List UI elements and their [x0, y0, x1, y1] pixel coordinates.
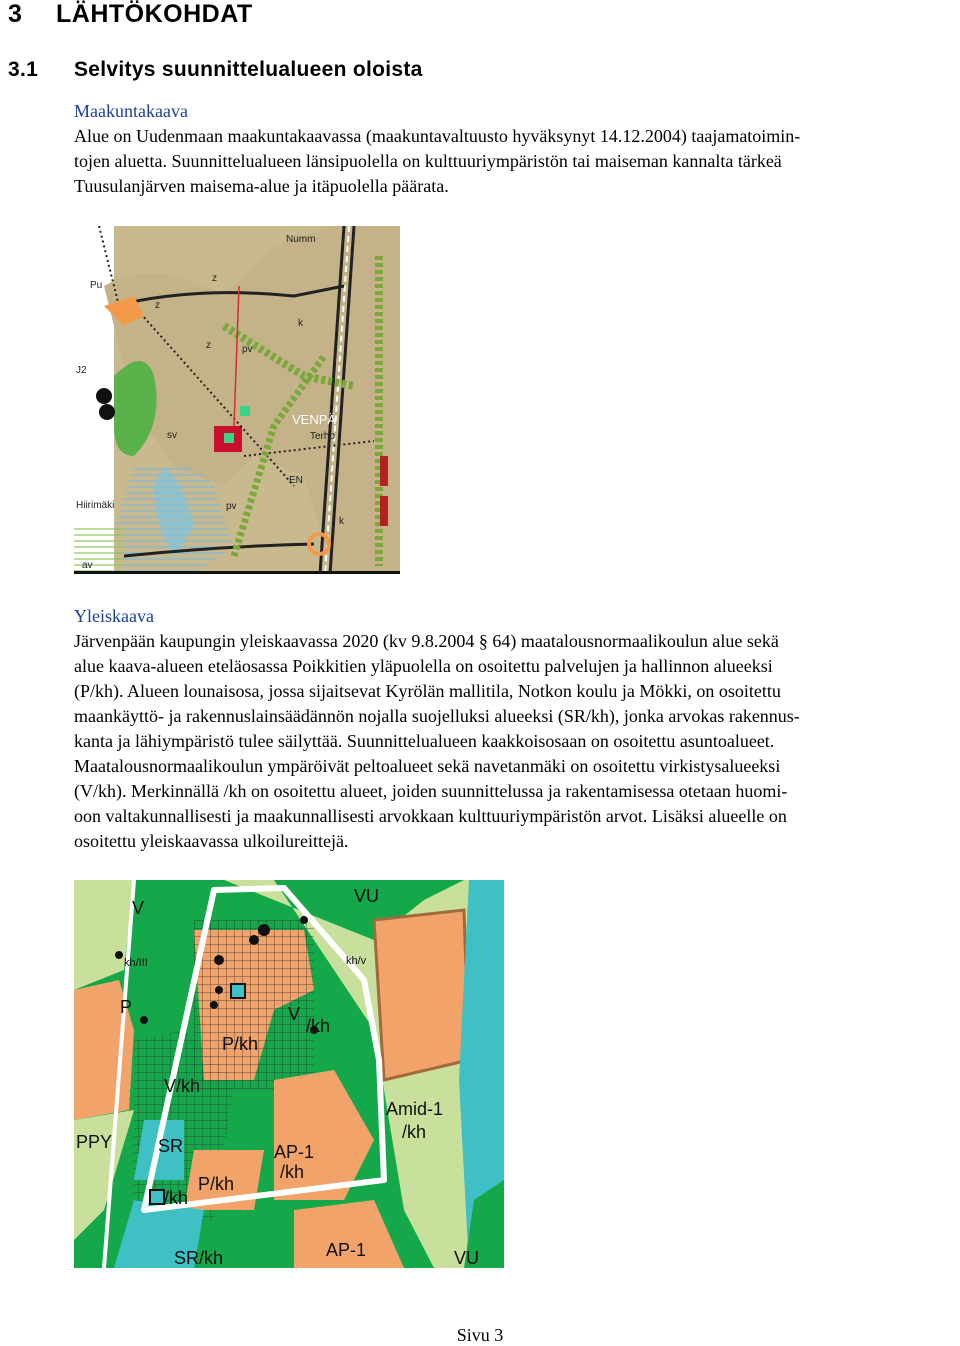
map-label: P/kh [222, 1034, 259, 1054]
paragraph-line: osoitettu yleiskaavassa ulkoilureittejä. [74, 831, 349, 851]
map-label: Terho [310, 431, 336, 442]
map-label: J2 [76, 365, 87, 376]
heading-1: 3 LÄHTÖKOHDAT [8, 0, 253, 28]
map-label: Hiirimäki [76, 500, 115, 511]
map-label: Pu [90, 280, 103, 291]
map-label: P/kh [198, 1174, 235, 1194]
map-label: pv [226, 501, 237, 512]
map-label: V [288, 1004, 301, 1024]
paragraph-line: Alue on Uudenmaan maakuntakaavassa (maakuntavaltuusto hyväksynyt 14.12.2004) taajamatoimin- [74, 126, 801, 146]
map-label: AP-1 [326, 1240, 367, 1260]
paragraph-line: Maatalousnormaalikoulun ympäröivät peltoalueet sekä navetanmäki on osoitettu virkistysalueeksi [74, 756, 781, 776]
regional-plan-map [74, 226, 400, 574]
map-label: SR/kh [174, 1248, 224, 1268]
paragraph-line: tojen aluetta. Suunnittelualueen länsipuolella on kulttuuriympäristön tai maiseman kannalta tärkeä [74, 151, 782, 171]
map-label: /kh [402, 1122, 427, 1142]
map-label: EN [289, 475, 303, 486]
map-label: /kh [164, 1188, 189, 1208]
map-label: PPY [76, 1132, 113, 1152]
general-plan-map-graphic [74, 880, 504, 1268]
map-label: VU [454, 1248, 480, 1268]
map-label: V/kh [164, 1076, 201, 1096]
general-plan-map [74, 880, 504, 1268]
map-label: kh/III [124, 957, 148, 969]
regional-plan-map-graphic [74, 226, 400, 574]
paragraph-line: Järvenpään kaupungin yleiskaavassa 2020 (kv 9.8.2004 § 64) maatalousnormaalikoulun alue sekä [74, 631, 779, 651]
map-label: z [212, 273, 217, 284]
map-label: pv [242, 344, 253, 355]
map-label: /kh [280, 1162, 305, 1182]
paragraph-line: maankäyttö- ja rakennuslainsäädännön nojalla suojelluksi alueeksi (SR/kh), jonka arvokas rakennus- [74, 706, 800, 726]
paragraph-line: alue kaava-alueen eteläosassa Poikkitien yläpuolella on osoitettu palvelujen ja hallinnon alueeksi [74, 656, 773, 676]
page-number: Sivu 3 [456, 1325, 504, 1345]
heading-2: 3.1 Selvitys suunnittelualueen oloista [8, 58, 423, 81]
map-label: z [206, 340, 211, 351]
map-label: z [155, 300, 160, 311]
map-label: Numm [286, 234, 316, 245]
subtitle-yleiskaava: Yleiskaava [74, 606, 154, 626]
map-label: P [120, 997, 133, 1017]
map-label: av [82, 560, 93, 571]
map-label: kh/v [346, 955, 367, 967]
map-label: SR [158, 1136, 184, 1156]
map-label: V [132, 898, 145, 918]
map-label: /kh [306, 1016, 331, 1036]
paragraph-line: kanta ja lähiympäristö tulee säilyttää. Suunnittelualueen kaakkoisosaan on osoitettu asuntoalueet. [74, 731, 775, 751]
map-label: AP-1 [274, 1142, 315, 1162]
paragraph-line: (P/kh). Alueen lounaisosa, jossa sijaitsevat Kyrölän mallitila, Notkon koulu ja Mökki, on osoitettu [74, 681, 781, 701]
paragraph-maakuntakaava [74, 124, 954, 199]
paragraph-line: Tuusulanjärven maisema-alue ja itäpuolella päärata. [74, 176, 449, 196]
map-label: sv [167, 430, 177, 441]
subtitle-maakuntakaava: Maakuntakaava [74, 101, 188, 121]
map-label: VENPÄ [292, 412, 337, 427]
paragraph-line: oon valtakunnallisesti ja maakunnallisesti arvokkaan kulttuuriympäristön arvot. Lisäksi alueelle on [74, 806, 787, 826]
map-label: k [339, 516, 344, 527]
paragraph-line: (V/kh). Merkinnällä /kh on osoitettu alueet, joiden suunnittelussa ja rakentamisessa otetaan huomi- [74, 781, 788, 801]
map-label: k [298, 318, 303, 329]
paragraph-yleiskaava [74, 629, 954, 854]
map-label: VU [354, 886, 380, 906]
map-label: Amid-1 [386, 1099, 444, 1119]
